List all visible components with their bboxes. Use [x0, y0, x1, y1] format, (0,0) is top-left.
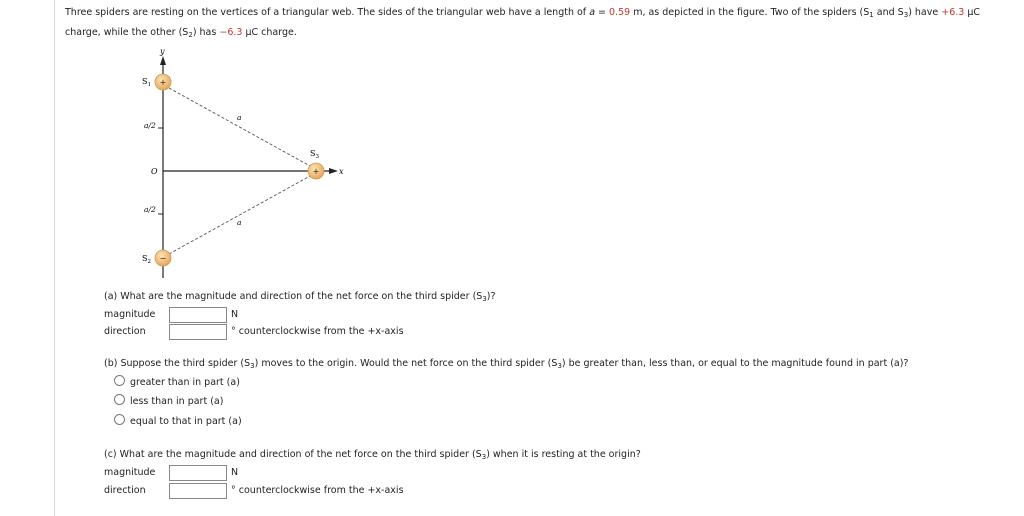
magnitude-label: magnitude	[104, 467, 156, 478]
part-a-direction-input[interactable]	[169, 324, 227, 340]
intro-text-7: ) has	[192, 27, 220, 38]
s2-label: $S_2$	[142, 254, 151, 265]
part-c-direction-input[interactable]	[169, 483, 227, 499]
intro-text-4: ) have	[908, 7, 942, 18]
side-label-bottom: a	[237, 218, 242, 227]
intro-text: Three spiders are resting on the vertices of a triangular web. The sides of the triangular web have a length of	[65, 7, 587, 18]
spider-s3	[308, 163, 324, 179]
question-text-end: ) be greater than, less than, or equal to the magnitude found in part (a)?	[561, 358, 909, 369]
side-label-top: a	[237, 113, 242, 122]
part-c-question	[104, 449, 641, 461]
side-length-value: 0.59	[609, 7, 631, 18]
positive-charge-icon: +	[312, 167, 320, 176]
subscript: 3	[482, 295, 487, 303]
intro-text-3: and S	[873, 7, 904, 18]
part-a-direction-row	[104, 324, 704, 342]
subscript: 3	[481, 453, 487, 461]
part-a-magnitude-row	[104, 307, 704, 325]
radio-button[interactable]	[114, 375, 125, 386]
part-c-direction-row	[104, 483, 704, 501]
magnitude-label: magnitude	[104, 309, 156, 320]
spider-s1	[155, 74, 171, 90]
intro-text-2: m, as depicted in the figure. Two of the spiders (S	[630, 7, 870, 18]
direction-unit: ° counterclockwise from the +x-axis	[231, 485, 404, 496]
intro-text-5: μC	[964, 7, 981, 18]
question-text-end: ) when it is resting at the origin?	[486, 449, 641, 460]
question-text: (c) What are the magnitude and direction of the net force on the third spider (S	[104, 449, 482, 460]
question-text-end: )?	[486, 291, 496, 302]
part-c-magnitude-row	[104, 465, 704, 483]
subscript: 3	[250, 362, 255, 370]
positive-charge-value: +6.3	[941, 7, 965, 18]
problem-statement	[65, 4, 1015, 44]
radio-button[interactable]	[114, 394, 125, 405]
option-greater[interactable]	[114, 375, 240, 389]
y-axis-label: y	[160, 47, 165, 56]
magnitude-unit: N	[231, 467, 239, 478]
magnitude-unit: N	[231, 309, 239, 320]
a-symbol: a =	[589, 7, 610, 18]
negative-charge-icon: −	[159, 254, 167, 263]
direction-label: direction	[104, 326, 146, 337]
direction-label: direction	[104, 485, 146, 496]
half-side-label-top: a/2	[144, 121, 156, 130]
triangle-web-figure	[120, 44, 360, 284]
radio-button[interactable]	[114, 414, 125, 425]
y-axis-arrow-icon	[160, 56, 166, 65]
direction-unit: ° counterclockwise from the +x-axis	[231, 326, 404, 337]
part-c-magnitude-input[interactable]	[169, 465, 227, 481]
question-text: (a) What are the magnitude and direction of the net force on the third spider (S	[104, 291, 483, 302]
part-b-question	[104, 358, 908, 370]
question-text-mid: ) moves to the origin. Would the net force on the third spider (S	[254, 358, 558, 369]
subscript: 1	[869, 11, 874, 19]
option-label: less than in part (a)	[130, 396, 224, 407]
part-a-magnitude-input[interactable]	[169, 307, 227, 323]
side-s1-s3	[169, 88, 310, 166]
question-text: (b) Suppose the third spider (S	[104, 358, 251, 369]
origin-label: O	[151, 167, 158, 176]
spider-s2	[155, 250, 171, 266]
side-s2-s3	[169, 176, 310, 254]
positive-charge-icon: +	[159, 78, 167, 87]
subscript: 3	[903, 11, 909, 19]
intro-text-6: charge, while the other (S	[65, 27, 189, 38]
half-side-label-bottom: a/2	[144, 205, 156, 214]
part-a-question	[104, 291, 496, 303]
s1-label: $S_1$	[142, 77, 151, 88]
option-label: greater than in part (a)	[130, 377, 240, 388]
subscript: 3	[557, 362, 562, 370]
subscript: 2	[188, 31, 193, 39]
x-axis-label: x	[339, 167, 344, 176]
intro-text-8: μC charge.	[242, 27, 297, 38]
option-label: equal to that in part (a)	[130, 416, 242, 427]
x-axis-arrow-icon	[329, 168, 338, 174]
option-equal[interactable]	[114, 414, 242, 428]
option-less[interactable]	[114, 394, 223, 408]
negative-charge-value: −6.3	[219, 27, 243, 38]
s3-label: $S_3$	[310, 149, 319, 160]
